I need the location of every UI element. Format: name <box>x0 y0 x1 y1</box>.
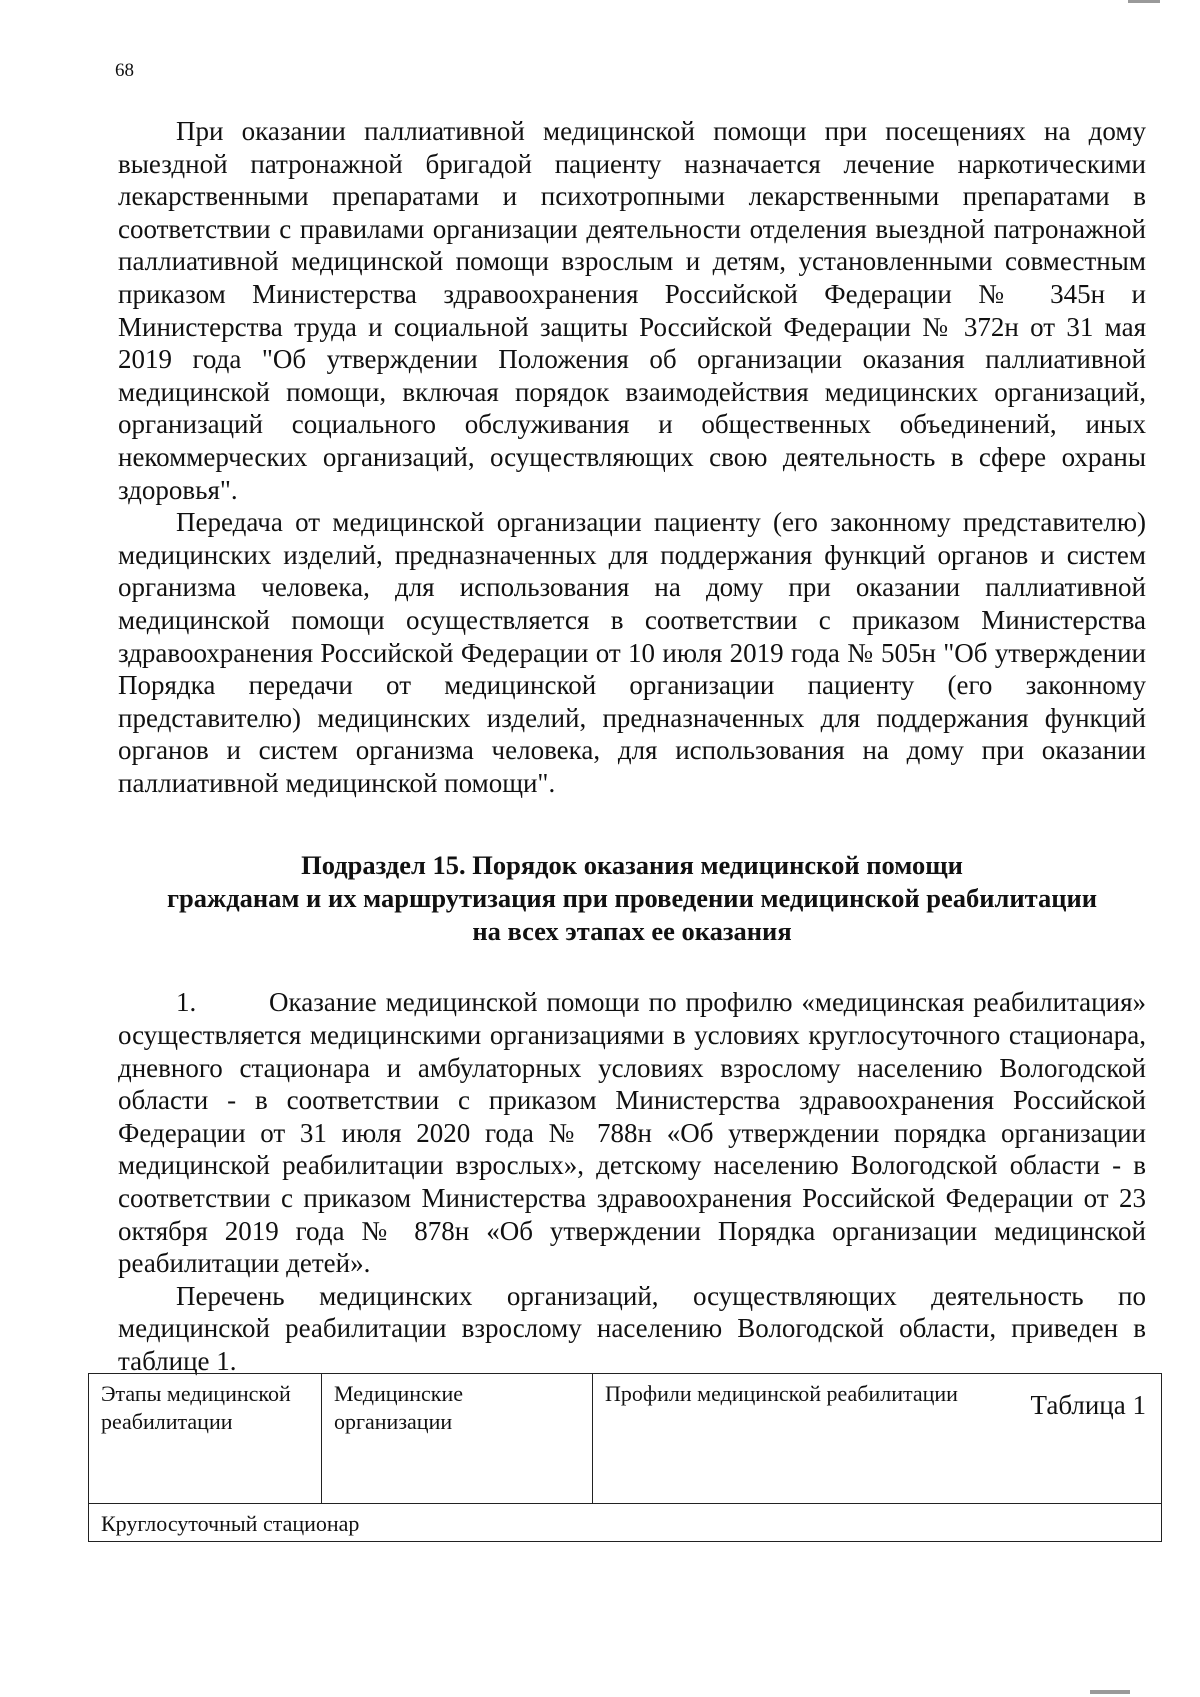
numbered-item-1 <box>118 986 1146 1279</box>
section-row-24h-inpatient: Круглосуточный стационар <box>89 1504 1162 1542</box>
scan-artifact <box>1128 0 1160 3</box>
header-stages: Этапы медицинской реабилитации <box>89 1374 322 1504</box>
document-body <box>118 115 1146 1420</box>
paragraph-medical-devices: Передача от медицинской организации пациенту (его законному представителю) медицинских изделий, предназначенных для поддержания функций органов и систем организма человека, для использования на дому при оказании паллиативной медицинской помощи осуществляется в соответствии с приказом Министерства здравоохранения Российской Федерации от 10 июля 2019 года № 505н "Об утверждении Порядка передачи от медицинской организации пациенту (его законному представителю) медицинских изделий, предназначенных для поддержания функций органов и систем организма человека, для использования на дому при оказании паллиативной медицинской помощи". <box>118 507 1146 798</box>
page-number: 68 <box>115 60 134 81</box>
rehabilitation-table <box>88 1373 1162 1542</box>
paragraph-organization-list: Перечень медицинских организаций, осуществляющих деятельность по медицинской реабилитации взрослому населению Вологодской области, приведен в таблице 1. <box>118 1280 1146 1376</box>
heading-line-2: гражданам и их маршрутизация при проведении медицинской реабилитации <box>166 883 1098 914</box>
heading-line-1: Подраздел 15. Порядок оказания медицинской помощи <box>301 850 963 881</box>
item-text: Оказание медицинской помощи по профилю «медицинская реабилитация» осуществляется медицинскими организациями в условиях круглосуточного стационара, дневного стационара и амбулаторных условиях взрослому населению Вологодской области - в соответствии с приказом Министерства здравоохранения Российской Федерации от 31 июля 2020 года № 788н «Об утверждении порядка организации медицинской реабилитации взрослых», детскому населению Вологодской области - в соответствии с приказом Министерства здравоохранения Российской Федерации от 23 октября 2019 года № 878н «Об утверждении Порядка организации медицинской реабилитации детей». <box>118 987 1146 1279</box>
table-row <box>89 1504 1162 1542</box>
table-header-row <box>89 1374 1162 1504</box>
header-organizations: Медицинские организации <box>322 1374 593 1504</box>
header-profiles: Профили медицинской реабилитации <box>593 1374 1162 1504</box>
item-number: 1. <box>176 987 197 1018</box>
subsection-heading <box>118 849 1146 948</box>
scan-artifact <box>1090 1690 1130 1694</box>
table-caption: Таблица 1 <box>1030 1389 1146 1420</box>
heading-line-3: на всех этапах ее оказания <box>472 916 792 947</box>
paragraph-palliative-care: При оказании паллиативной медицинской помощи при посещениях на дому выездной патронажной бригадой пациенту назначается лечение наркотическими лекарственными препаратами и психотропными лекарственными препаратами в соответствии с правилами организации деятельности отделения выездной патронажной паллиативной медицинской помощи взрослым и детям, установленными совместным приказом Министерства здравоохранения Российской Федерации № 345н и Министерства труда и социальной защиты Российской Федерации № 372н от 31 мая 2019 года "Об утверждении Положения об организации оказания паллиативной медицинской помощи, включая порядок взаимодействия медицинских организаций, организаций социального обслуживания и общественных объединений, иных некоммерческих организаций, осуществляющих свою деятельность в сфере охраны здоровья". <box>118 116 1146 505</box>
